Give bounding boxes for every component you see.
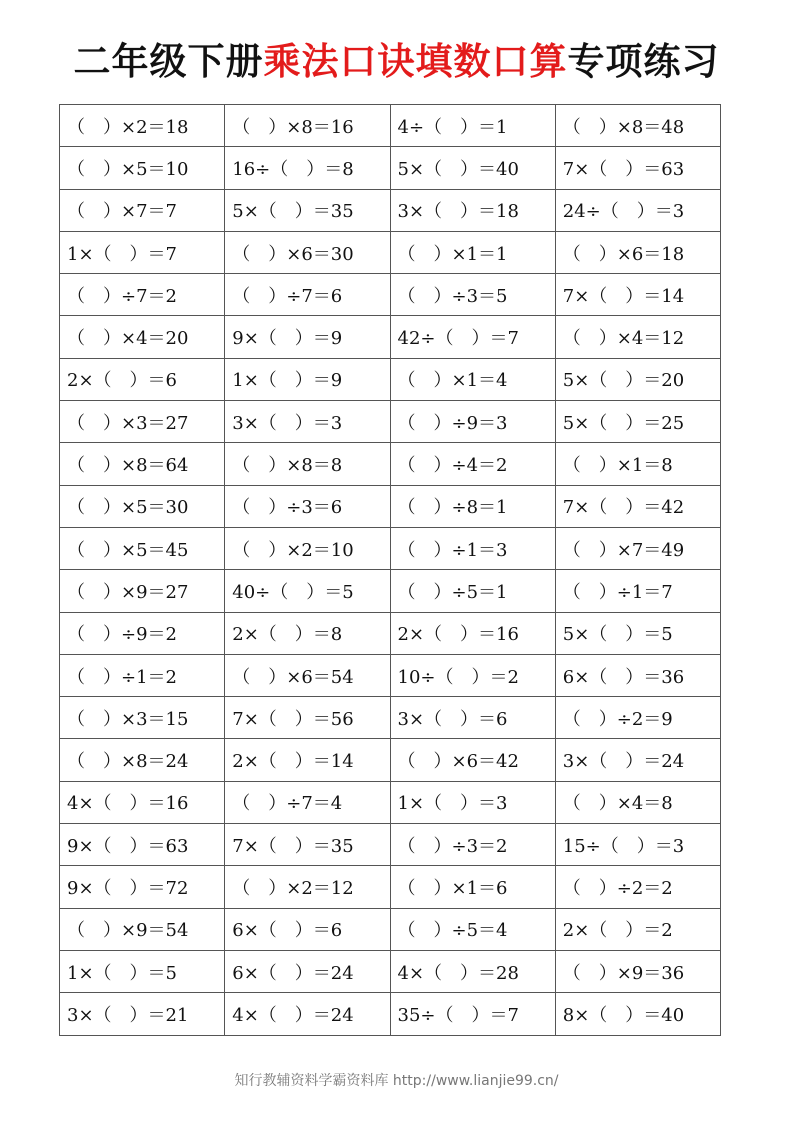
exercise-cell: 6×（ ）＝6 — [225, 908, 390, 950]
exercise-cell: 5×（ ）＝40 — [390, 147, 555, 189]
exercise-cell: （ ）×5＝45 — [60, 527, 225, 569]
table-row — [60, 401, 721, 443]
exercise-cell: （ ）÷1＝2 — [60, 654, 225, 696]
exercise-cell: （ ）×5＝10 — [60, 147, 225, 189]
exercise-cell: （ ）×9＝36 — [555, 950, 720, 992]
exercise-cell: （ ）×1＝1 — [390, 231, 555, 273]
exercise-cell: 5×（ ）＝35 — [225, 189, 390, 231]
exercise-cell: 1×（ ）＝5 — [60, 950, 225, 992]
exercise-cell: （ ）×1＝4 — [390, 358, 555, 400]
exercise-cell: （ ）÷4＝2 — [390, 443, 555, 485]
exercise-cell: 1×（ ）＝9 — [225, 358, 390, 400]
exercise-cell: （ ）×3＝15 — [60, 697, 225, 739]
exercise-cell: 1×（ ）＝3 — [390, 781, 555, 823]
table-row — [60, 443, 721, 485]
exercise-cell: 10÷（ ）＝2 — [390, 654, 555, 696]
exercise-cell: 3×（ ）＝18 — [390, 189, 555, 231]
exercise-cell: 3×（ ）＝3 — [225, 401, 390, 443]
exercise-cell: （ ）×7＝7 — [60, 189, 225, 231]
exercise-cell: 3×（ ）＝6 — [390, 697, 555, 739]
exercise-cell: （ ）÷8＝1 — [390, 485, 555, 527]
exercise-cell: 6×（ ）＝24 — [225, 950, 390, 992]
exercise-cell: （ ）÷1＝7 — [555, 570, 720, 612]
exercise-cell: 9×（ ）＝72 — [60, 866, 225, 908]
table-row — [60, 950, 721, 992]
exercise-cell: 2×（ ）＝6 — [60, 358, 225, 400]
exercise-cell: 24÷（ ）＝3 — [555, 189, 720, 231]
table-row — [60, 824, 721, 866]
exercise-cell: （ ）×8＝24 — [60, 739, 225, 781]
table-row — [60, 316, 721, 358]
exercise-cell: （ ）×3＝27 — [60, 401, 225, 443]
exercise-cell: 5×（ ）＝5 — [555, 612, 720, 654]
exercise-cell: 5×（ ）＝20 — [555, 358, 720, 400]
exercise-cell: （ ）×1＝6 — [390, 866, 555, 908]
exercise-cell: （ ）×4＝8 — [555, 781, 720, 823]
exercise-cell: （ ）×2＝18 — [60, 105, 225, 147]
exercise-cell: 16÷（ ）＝8 — [225, 147, 390, 189]
table-row — [60, 231, 721, 273]
exercise-cell: （ ）×1＝8 — [555, 443, 720, 485]
exercise-cell: 2×（ ）＝16 — [390, 612, 555, 654]
title-part-grade: 二年级下册 — [73, 40, 264, 83]
exercise-cell: （ ）×8＝8 — [225, 443, 390, 485]
exercise-cell: 4×（ ）＝24 — [225, 993, 390, 1035]
page-title — [0, 38, 793, 86]
exercise-cell: （ ）÷7＝4 — [225, 781, 390, 823]
exercise-cell: （ ）×8＝64 — [60, 443, 225, 485]
exercise-cell: 7×（ ）＝14 — [555, 274, 720, 316]
exercise-cell: （ ）÷5＝4 — [390, 908, 555, 950]
exercise-cell: 2×（ ）＝14 — [225, 739, 390, 781]
table-row — [60, 274, 721, 316]
exercise-cell: （ ）×4＝20 — [60, 316, 225, 358]
exercise-cell: 7×（ ）＝56 — [225, 697, 390, 739]
exercise-cell: （ ）×2＝10 — [225, 527, 390, 569]
exercise-cell: （ ）÷3＝2 — [390, 824, 555, 866]
table-row — [60, 105, 721, 147]
exercise-cell: （ ）×6＝30 — [225, 231, 390, 273]
exercise-cell: （ ）÷1＝3 — [390, 527, 555, 569]
table-row — [60, 358, 721, 400]
table-row — [60, 908, 721, 950]
exercise-cell: 7×（ ）＝42 — [555, 485, 720, 527]
exercise-cell: 5×（ ）＝25 — [555, 401, 720, 443]
exercise-cell: （ ）×8＝16 — [225, 105, 390, 147]
table-row — [60, 993, 721, 1035]
exercise-cell: （ ）÷2＝9 — [555, 697, 720, 739]
table-row — [60, 147, 721, 189]
exercise-cell: 7×（ ）＝35 — [225, 824, 390, 866]
exercise-cell: （ ）×6＝54 — [225, 654, 390, 696]
table-row — [60, 485, 721, 527]
exercise-cell: 1×（ ）＝7 — [60, 231, 225, 273]
table-row — [60, 697, 721, 739]
exercise-cell: 6×（ ）＝36 — [555, 654, 720, 696]
exercise-cell: （ ）×5＝30 — [60, 485, 225, 527]
exercise-cell: 7×（ ）＝63 — [555, 147, 720, 189]
exercise-cell: （ ）×2＝12 — [225, 866, 390, 908]
exercise-cell: （ ）÷9＝3 — [390, 401, 555, 443]
footer-watermark: 知行教辅资料学霸资料库 http://www.lianjie99.cn/ — [234, 1073, 559, 1089]
title-part-topic: 乘法口诀填数口算 — [263, 40, 568, 83]
exercise-table-body — [60, 105, 721, 1036]
exercise-cell: 4×（ ）＝16 — [60, 781, 225, 823]
exercise-cell: （ ）×6＝18 — [555, 231, 720, 273]
exercise-cell: （ ）÷7＝2 — [60, 274, 225, 316]
exercise-cell: （ ）÷3＝5 — [390, 274, 555, 316]
table-row — [60, 570, 721, 612]
exercise-cell: （ ）÷3＝6 — [225, 485, 390, 527]
exercise-cell: （ ）÷5＝1 — [390, 570, 555, 612]
exercise-cell: （ ）×6＝42 — [390, 739, 555, 781]
exercise-cell: 4÷（ ）＝1 — [390, 105, 555, 147]
exercise-cell: 42÷（ ）＝7 — [390, 316, 555, 358]
exercise-cell: 4×（ ）＝28 — [390, 950, 555, 992]
exercise-table — [59, 104, 721, 1036]
table-row — [60, 739, 721, 781]
exercise-cell: （ ）×9＝54 — [60, 908, 225, 950]
exercise-cell: （ ）×4＝12 — [555, 316, 720, 358]
table-row — [60, 527, 721, 569]
exercise-cell: 2×（ ）＝8 — [225, 612, 390, 654]
exercise-cell: 9×（ ）＝63 — [60, 824, 225, 866]
table-row — [60, 781, 721, 823]
exercise-cell: 8×（ ）＝40 — [555, 993, 720, 1035]
table-row — [60, 654, 721, 696]
table-row — [60, 189, 721, 231]
exercise-cell: 2×（ ）＝2 — [555, 908, 720, 950]
exercise-cell: 9×（ ）＝9 — [225, 316, 390, 358]
exercise-cell: 40÷（ ）＝5 — [225, 570, 390, 612]
exercise-cell: （ ）×9＝27 — [60, 570, 225, 612]
table-row — [60, 612, 721, 654]
exercise-cell: 3×（ ）＝24 — [555, 739, 720, 781]
exercise-cell: （ ）÷7＝6 — [225, 274, 390, 316]
exercise-cell: （ ）×8＝48 — [555, 105, 720, 147]
exercise-cell: （ ）×7＝49 — [555, 527, 720, 569]
exercise-cell: 15÷（ ）＝3 — [555, 824, 720, 866]
title-part-practice: 专项练习 — [567, 40, 720, 83]
table-row — [60, 866, 721, 908]
exercise-cell: （ ）÷9＝2 — [60, 612, 225, 654]
exercise-cell: 3×（ ）＝21 — [60, 993, 225, 1035]
exercise-cell: （ ）÷2＝2 — [555, 866, 720, 908]
exercise-cell: 35÷（ ）＝7 — [390, 993, 555, 1035]
